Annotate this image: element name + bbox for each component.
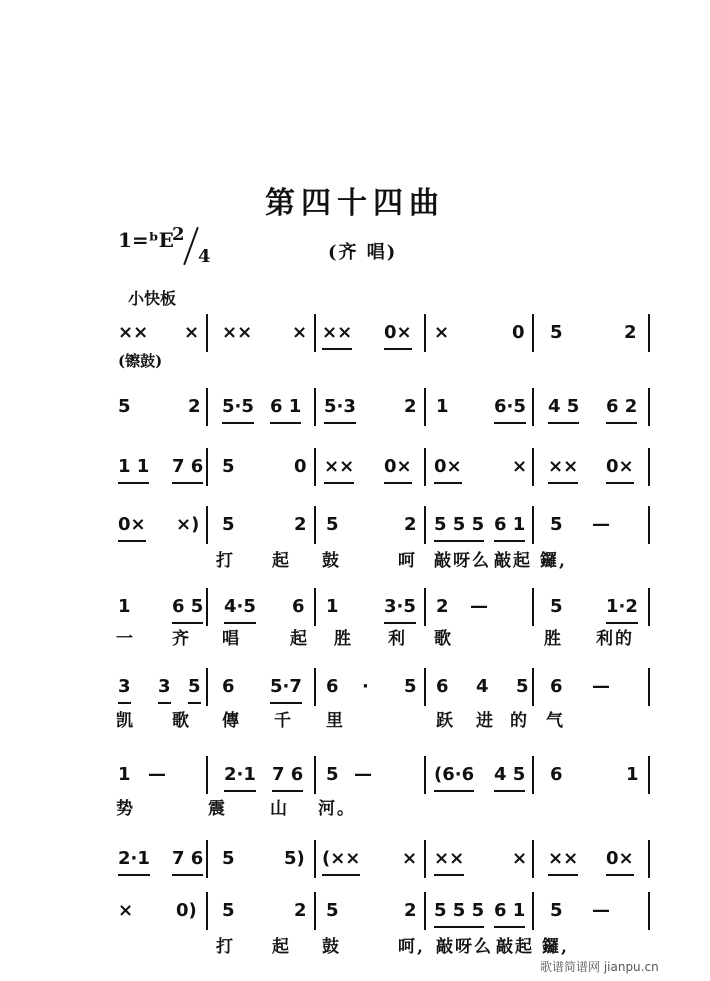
lyric: 河。	[318, 799, 356, 819]
barline	[314, 314, 316, 352]
note: 0	[294, 456, 307, 477]
note: 5	[222, 900, 235, 921]
key-signature: 1=ᵇE	[118, 228, 174, 252]
note: ××	[118, 322, 149, 343]
barline	[532, 506, 534, 544]
barline	[532, 840, 534, 878]
note: 1	[626, 764, 639, 785]
note: ××	[322, 318, 352, 350]
lyric: 胜	[334, 629, 353, 649]
note: 2·1	[224, 760, 256, 792]
barline	[206, 388, 208, 426]
lyric: 势	[116, 799, 135, 819]
lyric: 起	[290, 629, 309, 649]
lyric: 利	[388, 629, 407, 649]
note: 5)	[284, 848, 305, 869]
note: 5·5	[222, 392, 254, 424]
note: 5·3	[324, 392, 356, 424]
score-row-9	[0, 896, 710, 957]
barline	[532, 892, 534, 930]
lyric: 敲起	[494, 551, 532, 571]
meter-denominator: 4	[198, 246, 211, 267]
lyric: 鼓	[322, 937, 341, 957]
note: 0×	[118, 510, 146, 542]
lyric: 歌	[434, 629, 453, 649]
lyric: 敲呀么	[436, 937, 493, 957]
note: 7 6	[172, 452, 203, 484]
barline	[532, 448, 534, 486]
note: 4 5	[548, 392, 579, 424]
note: —	[470, 596, 488, 617]
lyric: 里	[326, 711, 345, 731]
note: 6	[436, 676, 449, 697]
tempo-marking: 小快板	[128, 289, 177, 308]
note: 1	[118, 764, 131, 785]
barline	[532, 314, 534, 352]
note: 4 5	[494, 760, 525, 792]
lyric: 一	[116, 629, 135, 649]
lyric: 呵	[398, 551, 417, 571]
score-row-1	[0, 318, 710, 370]
note: 5	[404, 676, 417, 697]
note: 0×	[384, 318, 412, 350]
note: 5	[188, 672, 201, 704]
score-row-6	[0, 672, 710, 731]
barline	[648, 588, 650, 626]
lyric: 打	[216, 551, 235, 571]
note: 1 1	[118, 452, 149, 484]
score-row-4	[0, 510, 710, 571]
note: —	[354, 764, 372, 785]
barline	[532, 588, 534, 626]
note: 2	[404, 900, 417, 921]
note: 2	[436, 596, 449, 617]
note: 0×	[384, 452, 412, 484]
note: 1·2	[606, 592, 638, 624]
note: 2	[294, 900, 307, 921]
note: (6·6	[434, 760, 474, 792]
note: 6	[550, 676, 563, 697]
note: —	[592, 514, 610, 535]
lyric: 千	[274, 711, 293, 731]
note: 2	[404, 514, 417, 535]
note: 6·5	[494, 392, 526, 424]
barline	[648, 756, 650, 794]
barline	[424, 668, 426, 706]
note: —	[592, 676, 610, 697]
barline	[424, 448, 426, 486]
barline	[424, 388, 426, 426]
barline	[206, 668, 208, 706]
note: 2·1	[118, 844, 150, 876]
score-row-5	[0, 592, 710, 649]
note: ×)	[176, 514, 200, 535]
note: ×	[118, 900, 134, 921]
note: (××	[322, 844, 360, 876]
barline	[424, 756, 426, 794]
note: 2	[188, 396, 201, 417]
barline	[532, 668, 534, 706]
note: 5	[550, 514, 563, 535]
note: 0)	[176, 900, 197, 921]
lyric: 打	[216, 937, 235, 957]
note: 1	[436, 396, 449, 417]
note: 5	[222, 456, 235, 477]
note: 5	[222, 848, 235, 869]
meter-slash	[183, 227, 199, 265]
time-signature	[168, 224, 218, 272]
note: 5	[326, 514, 339, 535]
lyric: 的	[510, 711, 529, 731]
note: 5	[118, 396, 131, 417]
score-row-2	[0, 392, 710, 432]
lyric: 齐	[172, 629, 191, 649]
barline	[314, 506, 316, 544]
barline	[424, 588, 426, 626]
note: 5 5 5	[434, 510, 484, 542]
note: 0	[512, 322, 525, 343]
note: 5·7	[270, 672, 302, 704]
meter-numerator: 2	[172, 224, 185, 245]
score-row-3	[0, 452, 710, 492]
instrument-label: (镲鼓)	[118, 352, 163, 370]
lyric: 敲呀么	[434, 551, 491, 571]
barline	[648, 388, 650, 426]
note: 1	[326, 596, 339, 617]
barline	[532, 756, 534, 794]
lyric: 起	[272, 551, 291, 571]
note: 3	[158, 672, 171, 704]
barline	[314, 388, 316, 426]
performance-note: (齐 唱)	[328, 242, 398, 263]
barline	[206, 506, 208, 544]
note: ××	[548, 844, 578, 876]
barline	[314, 892, 316, 930]
lyric: 歌	[172, 711, 191, 731]
lyric: 鼓	[322, 551, 341, 571]
note: —	[148, 764, 166, 785]
note: 6 1	[494, 896, 525, 928]
barline	[206, 588, 208, 626]
watermark-footer: 歌谱简谱网 jianpu.cn	[540, 960, 659, 974]
barline	[314, 588, 316, 626]
barline	[206, 892, 208, 930]
note: 0×	[606, 452, 634, 484]
barline	[648, 448, 650, 486]
note: ××	[434, 844, 464, 876]
barline	[206, 840, 208, 878]
barline	[206, 314, 208, 352]
note: 5	[550, 322, 563, 343]
barline	[314, 840, 316, 878]
lyric: 敲起	[496, 937, 534, 957]
score-row-7	[0, 760, 710, 819]
lyric: 起	[272, 937, 291, 957]
barline	[424, 314, 426, 352]
note: 0×	[434, 452, 462, 484]
lyric: 傳	[222, 711, 241, 731]
lyric: 呵,	[398, 937, 425, 957]
note: ××	[222, 322, 253, 343]
note: ×	[512, 456, 528, 477]
barline	[532, 388, 534, 426]
note: 3·5	[384, 592, 416, 624]
barline	[314, 448, 316, 486]
song-title: 第四十四曲	[265, 186, 445, 221]
lyric: 胜	[544, 629, 563, 649]
lyric: 凯	[116, 711, 135, 731]
note: 5	[550, 596, 563, 617]
note: 6	[550, 764, 563, 785]
note: 6 2	[606, 392, 637, 424]
barline	[314, 756, 316, 794]
note: 2	[624, 322, 637, 343]
note: 7 6	[272, 760, 303, 792]
note: 2	[404, 396, 417, 417]
barline	[424, 506, 426, 544]
lyric: 震	[208, 799, 227, 819]
barline	[206, 448, 208, 486]
note: 1	[118, 596, 131, 617]
lyric: 鑼,	[540, 551, 567, 571]
note: 6 5	[172, 592, 203, 624]
barline	[424, 840, 426, 878]
barline	[648, 892, 650, 930]
note: ××	[548, 452, 578, 484]
note: 7 6	[172, 844, 203, 876]
note: 5	[550, 900, 563, 921]
barline	[648, 506, 650, 544]
note: ××	[324, 452, 354, 484]
note: 0×	[606, 844, 634, 876]
note: 3	[118, 672, 131, 704]
lyric: 山	[270, 799, 289, 819]
lyric: 唱	[222, 629, 241, 649]
note: 6 1	[270, 392, 301, 424]
barline	[424, 892, 426, 930]
note: 4·5	[224, 592, 256, 624]
barline	[314, 668, 316, 706]
lyric: 利的	[596, 629, 634, 649]
note: ×	[512, 848, 528, 869]
note: 4	[476, 676, 489, 697]
note: 6	[222, 676, 235, 697]
note: 5	[326, 900, 339, 921]
score-row-8	[0, 844, 710, 884]
barline	[648, 314, 650, 352]
lyric: 气	[546, 711, 565, 731]
note: 5	[516, 676, 529, 697]
note: 6	[326, 676, 339, 697]
note: ×	[292, 322, 308, 343]
note: —	[592, 900, 610, 921]
note: ×	[434, 322, 450, 343]
barline	[206, 756, 208, 794]
note: 5	[326, 764, 339, 785]
barline	[648, 668, 650, 706]
lyric: 鑼,	[542, 937, 569, 957]
note: 6	[292, 596, 305, 617]
lyric: 跃	[436, 711, 455, 731]
note: 5 5 5	[434, 896, 484, 928]
note: ×	[402, 848, 418, 869]
note: ·	[362, 676, 369, 697]
barline	[648, 840, 650, 878]
note: 5	[222, 514, 235, 535]
note: 2	[294, 514, 307, 535]
lyric: 进	[476, 711, 495, 731]
note: ×	[184, 322, 200, 343]
note: 6 1	[494, 510, 525, 542]
